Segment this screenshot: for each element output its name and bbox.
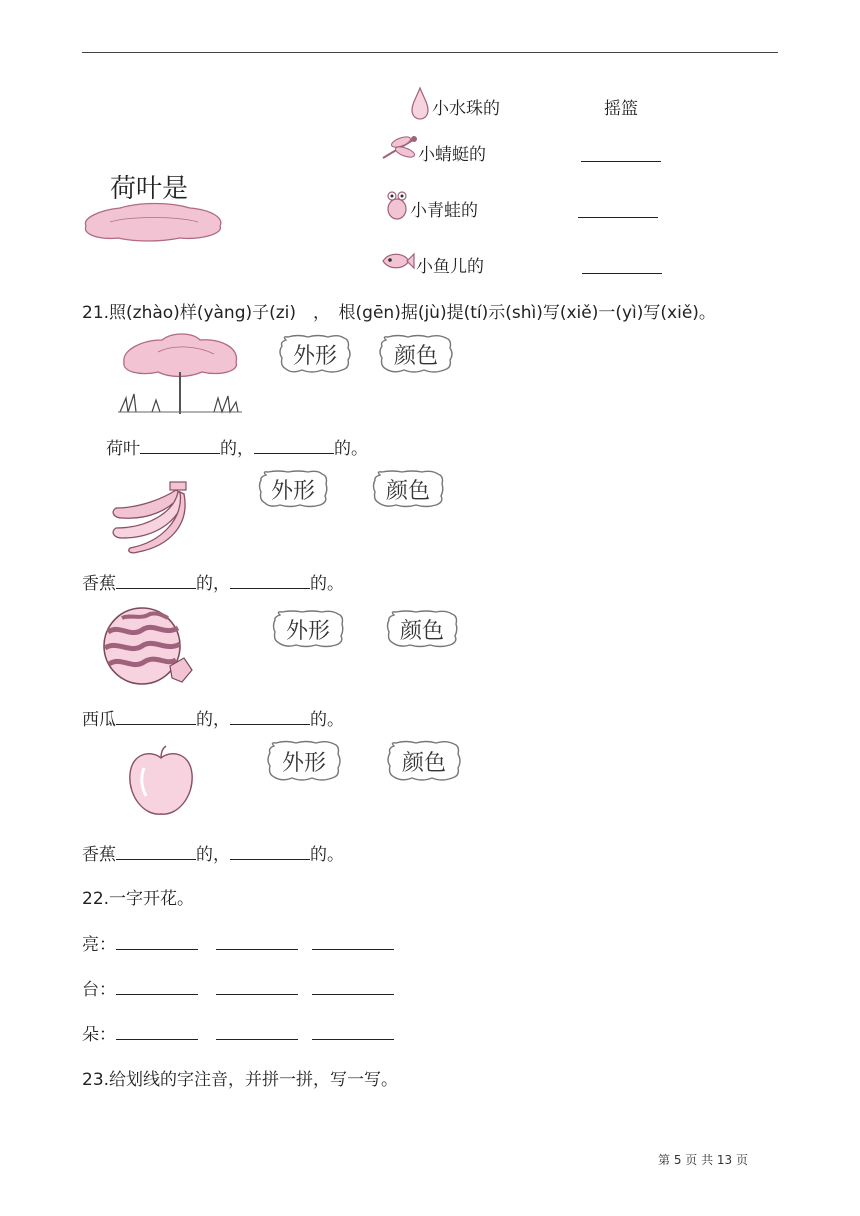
q22-row-1-blank-1[interactable] xyxy=(116,948,198,950)
lotus-plant-illustration xyxy=(118,332,242,416)
q21-item-4-end: 的。 xyxy=(310,845,344,865)
tag-color-3-label: 颜色 xyxy=(399,618,444,644)
frog-icon xyxy=(384,189,410,221)
q21-item-1-blank-color[interactable] xyxy=(254,452,334,454)
q21-item-3-end: 的。 xyxy=(310,710,344,730)
page-footer: 第 5 页 共 13 页 xyxy=(658,1153,748,1167)
q21-item-3-name: 西瓜 xyxy=(82,710,116,730)
q22-char-1: 亮： xyxy=(82,935,116,955)
lotus-heading: 荷叶是 xyxy=(110,174,189,204)
q22-char-2: 台： xyxy=(82,980,116,1000)
q22-row-2 xyxy=(82,975,394,1000)
q21-item-3-line xyxy=(82,705,344,730)
q22-row-2-blank-2[interactable] xyxy=(216,993,298,995)
tag-color-4 xyxy=(386,740,462,782)
header-rule xyxy=(82,52,778,53)
tag-shape-1-label: 外形 xyxy=(292,343,337,369)
lotus-row-4-label: 小鱼儿的 xyxy=(416,257,484,277)
lotus-row-2-blank[interactable] xyxy=(581,160,661,162)
lotus-row-1-answer: 摇篮 xyxy=(604,99,638,119)
q21-item-1-end: 的。 xyxy=(334,439,368,459)
q21-item-2-blank-shape[interactable] xyxy=(116,587,196,589)
q21-item-2-sep: 的， xyxy=(196,574,230,594)
tag-shape-2 xyxy=(258,470,328,508)
q21-title: 21.照(zhào)样(yàng)子(zi) ， 根(gēn)据(jù)提(tí)示(shì)写(xiě)一(yì)写(xiě)。 xyxy=(82,303,716,323)
q21-item-4-blank-color[interactable] xyxy=(230,858,310,860)
q22-row-3-blank-3[interactable] xyxy=(312,1038,394,1040)
q22-row-3 xyxy=(82,1020,394,1045)
lotus-row-2-label: 小蜻蜓的 xyxy=(418,145,486,165)
q22-title: 22.一字开花。 xyxy=(82,889,195,909)
q21-item-2-end: 的。 xyxy=(310,574,344,594)
watermelon-illustration xyxy=(100,604,196,686)
tag-color-1-label: 颜色 xyxy=(393,343,438,369)
tag-shape-3 xyxy=(272,610,344,648)
lotus-leaf-illustration xyxy=(80,196,226,244)
fish-icon xyxy=(379,250,415,272)
tag-color-2-label: 颜色 xyxy=(385,478,430,504)
q21-item-4-name: 香蕉 xyxy=(82,845,116,865)
q21-item-1-name: 荷叶 xyxy=(106,439,140,459)
tag-shape-4 xyxy=(266,740,342,782)
q22-row-1 xyxy=(82,930,394,955)
tag-color-1 xyxy=(378,334,454,374)
q22-row-1-blank-3[interactable] xyxy=(312,948,394,950)
water-drop-icon xyxy=(410,86,430,120)
tag-color-3 xyxy=(386,610,458,648)
q22-char-3: 朵： xyxy=(82,1025,116,1045)
tag-shape-3-label: 外形 xyxy=(285,618,330,644)
q21-item-1-blank-shape[interactable] xyxy=(140,452,220,454)
q22-row-2-blank-1[interactable] xyxy=(116,993,198,995)
tag-shape-4-label: 外形 xyxy=(281,750,326,776)
tag-color-2 xyxy=(372,470,444,508)
banana-illustration xyxy=(104,478,200,554)
q21-item-1-sep: 的， xyxy=(220,439,254,459)
q21-item-3-blank-color[interactable] xyxy=(230,723,310,725)
q21-item-2-line xyxy=(82,569,344,594)
lotus-row-1-label: 小水珠的 xyxy=(432,99,500,119)
q21-item-3-sep: 的， xyxy=(196,710,230,730)
q21-item-4-sep: 的， xyxy=(196,845,230,865)
q21-item-1-line xyxy=(106,434,368,459)
q22-row-3-blank-1[interactable] xyxy=(116,1038,198,1040)
q23-title: 23.给划线的字注音，并拼一拼，写一写。 xyxy=(82,1070,399,1090)
q21-item-2-name: 香蕉 xyxy=(82,574,116,594)
apple-illustration xyxy=(124,744,198,818)
tag-shape-1 xyxy=(278,334,352,374)
lotus-row-3-label: 小青蛙的 xyxy=(410,201,478,221)
q21-item-4-line xyxy=(82,840,344,865)
q22-row-1-blank-2[interactable] xyxy=(216,948,298,950)
q21-item-4-blank-shape[interactable] xyxy=(116,858,196,860)
lotus-row-3-blank[interactable] xyxy=(578,216,658,218)
q22-row-3-blank-2[interactable] xyxy=(216,1038,298,1040)
tag-color-4-label: 颜色 xyxy=(401,750,446,776)
q21-item-3-blank-shape[interactable] xyxy=(116,723,196,725)
lotus-row-4-blank[interactable] xyxy=(582,272,662,274)
tag-shape-2-label: 外形 xyxy=(270,478,315,504)
q21-item-2-blank-color[interactable] xyxy=(230,587,310,589)
dragonfly-icon xyxy=(379,134,419,162)
q22-row-2-blank-3[interactable] xyxy=(312,993,394,995)
